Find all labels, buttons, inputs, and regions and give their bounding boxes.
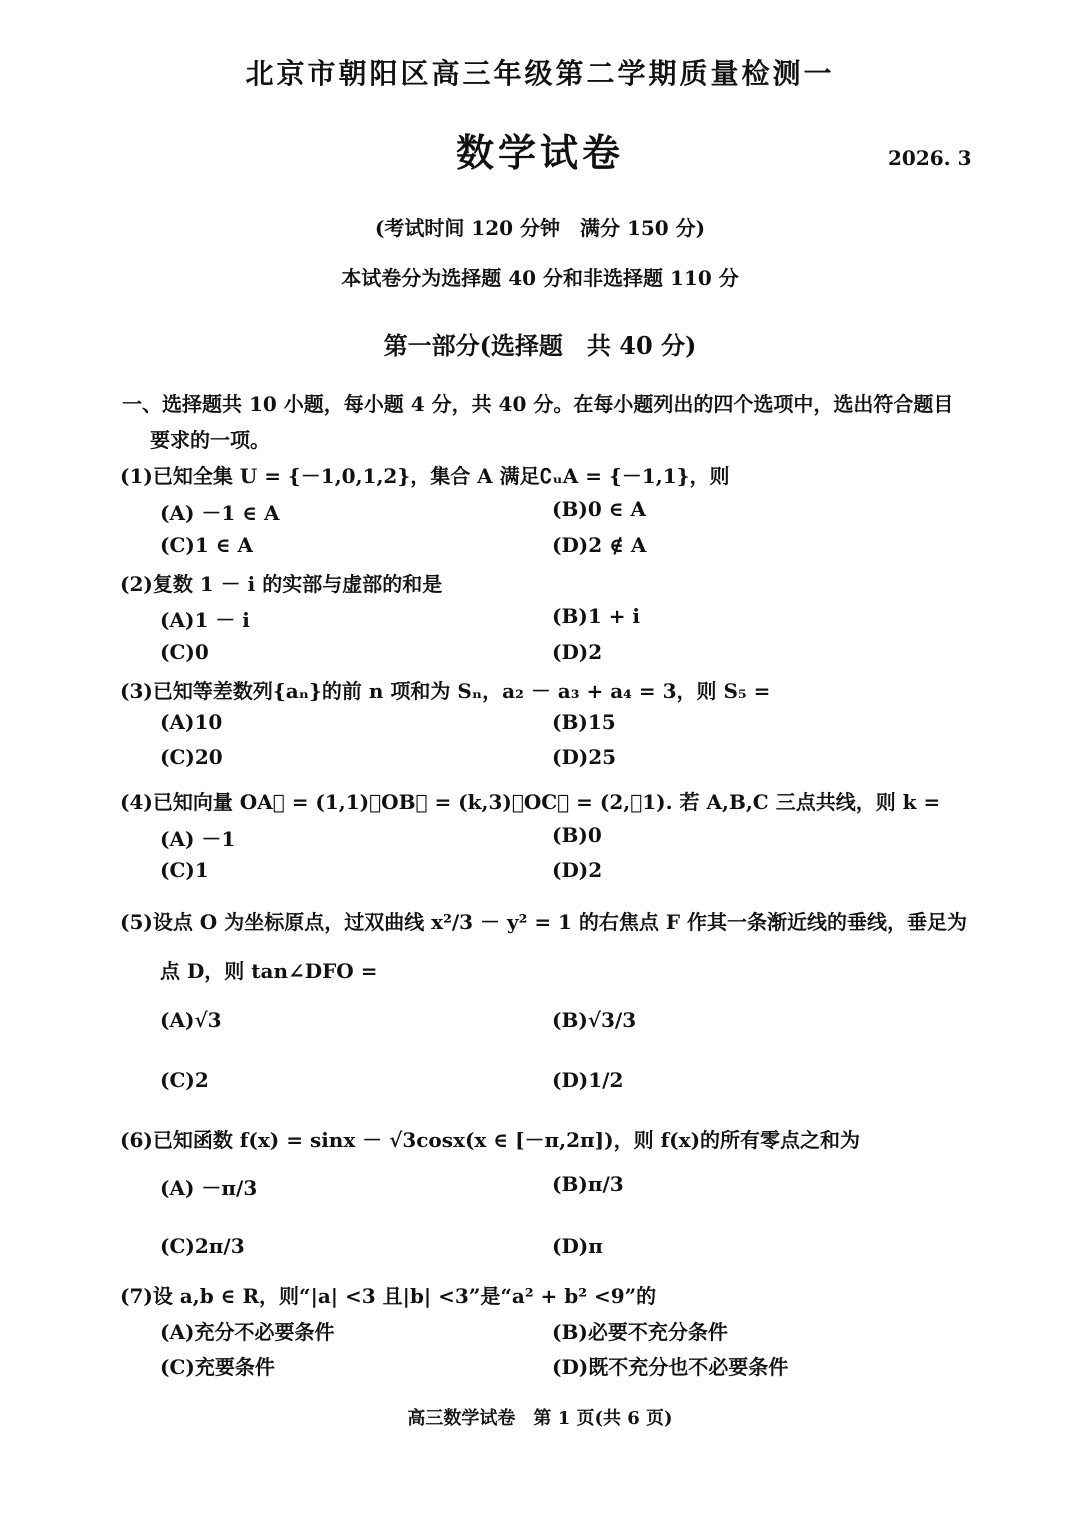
part-one-title: 第一部分(选择题 共 40 分) xyxy=(383,331,697,360)
question-7-stem: (7)设 a,b ∈ R，则“|a| <3 且|b| <3”是“a² + b² <9”的 xyxy=(120,1284,657,1308)
question-1-option-a: (A) －1 ∈ A xyxy=(160,501,280,525)
question-3-option-d: (D)25 xyxy=(552,745,617,769)
question-1-stem: (1)已知全集 U = {－1,0,1,2}，集合 A 满足∁ᵤA = {－1,1}，则 xyxy=(120,464,730,488)
exam-header-title: 北京市朝阳区高三年级第二学期质量检测一 xyxy=(245,57,835,90)
question-1-option-b: (B)0 ∈ A xyxy=(552,497,646,521)
subject-title: 数学试卷 xyxy=(455,130,624,175)
question-7-option-d: (D)既不充分也不必要条件 xyxy=(552,1355,789,1379)
question-7-option-a: (A)充分不必要条件 xyxy=(160,1320,335,1344)
question-4-option-a: (A) －1 xyxy=(160,827,236,851)
question-4-option-c: (C)1 xyxy=(160,858,209,882)
question-7-option-c: (C)充要条件 xyxy=(160,1355,275,1379)
question-6-option-b: (B)π/3 xyxy=(552,1172,624,1196)
question-2-stem: (2)复数 1 － i 的实部与虚部的和是 xyxy=(120,572,443,596)
question-2-option-a: (A)1 － i xyxy=(160,608,250,632)
question-4-stem: (4)已知向量 OA⃗ = (1,1)，OB⃗ = (k,3)，OC⃗ = (2,－1). 若 A,B,C 三点共线，则 k = xyxy=(120,790,941,814)
exam-time-score: (考试时间 120 分钟 满分 150 分) xyxy=(374,216,706,240)
question-2-option-c: (C)0 xyxy=(160,640,209,664)
question-1-option-d: (D)2 ∉ A xyxy=(552,533,647,557)
section-instructions-continued: 要求的一项。 xyxy=(150,428,270,452)
question-4-option-b: (B)0 xyxy=(552,823,602,847)
question-5-option-b: (B)√3/3 xyxy=(552,1008,637,1032)
question-4-option-d: (D)2 xyxy=(552,858,603,882)
question-3-option-c: (C)20 xyxy=(160,745,223,769)
question-6-option-a: (A) －π/3 xyxy=(160,1176,258,1200)
question-1-option-c: (C)1 ∈ A xyxy=(160,533,254,557)
question-6-option-d: (D)π xyxy=(552,1234,603,1258)
exam-score-split: 本试卷分为选择题 40 分和非选择题 110 分 xyxy=(341,266,739,290)
question-2-option-d: (D)2 xyxy=(552,640,603,664)
question-5-stem: (5)设点 O 为坐标原点，过双曲线 x²/3 － y² = 1 的右焦点 F 作其一条渐近线的垂线，垂足为 xyxy=(120,910,968,934)
exam-date: 2026. 3 xyxy=(888,146,972,170)
question-5-option-d: (D)1/2 xyxy=(552,1068,624,1092)
question-3-option-b: (B)15 xyxy=(552,710,616,734)
question-3-stem: (3)已知等差数列{aₙ}的前 n 项和为 Sₙ，a₂ － a₃ + a₄ = 3，则 S₅ = xyxy=(120,679,771,703)
question-7-option-b: (B)必要不充分条件 xyxy=(552,1320,728,1344)
question-5-stem-continued: 点 D，则 tan∠DFO = xyxy=(160,959,378,983)
question-3-option-a: (A)10 xyxy=(160,710,223,734)
question-5-option-a: (A)√3 xyxy=(160,1008,222,1032)
question-5-option-c: (C)2 xyxy=(160,1068,209,1092)
question-6-stem: (6)已知函数 f(x) = sinx － √3cosx(x ∈ [－π,2π])，则 f(x)的所有零点之和为 xyxy=(120,1128,861,1152)
question-6-option-c: (C)2π/3 xyxy=(160,1234,245,1258)
page-footer: 高三数学试卷 第 1 页(共 6 页) xyxy=(407,1408,673,1429)
section-instructions: 一、选择题共 10 小题，每小题 4 分，共 40 分。在每小题列出的四个选项中，选出符合题目 xyxy=(122,392,954,416)
question-2-option-b: (B)1 + i xyxy=(552,604,641,628)
